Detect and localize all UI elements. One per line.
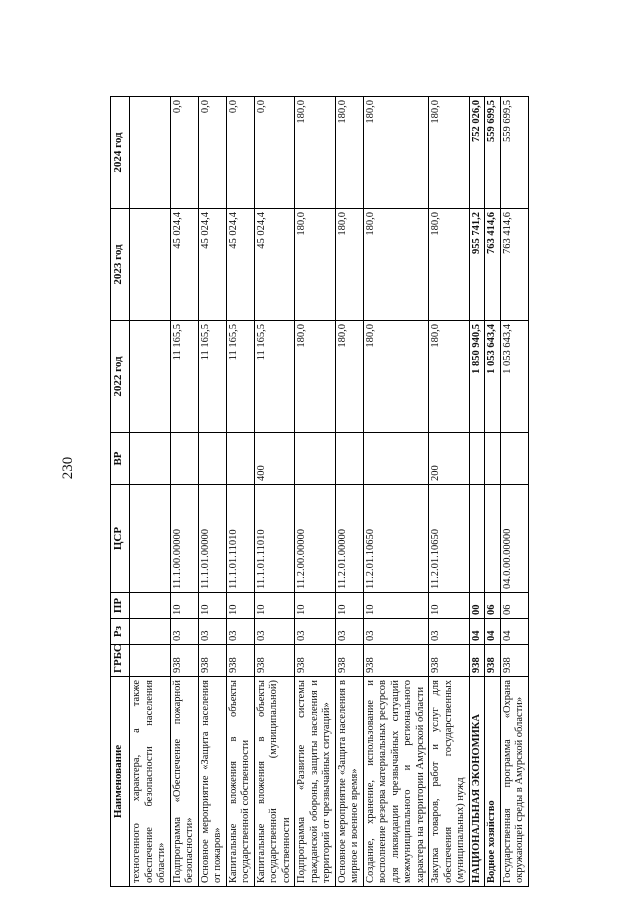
cell-csr bbox=[469, 485, 485, 593]
cell-name: Закупка товаров, работ и услуг для обеспечения государственных (муниципальных) нужд bbox=[429, 677, 470, 887]
cell-2022: 1 053 643,4 bbox=[485, 321, 501, 433]
cell-pr: 10 bbox=[429, 593, 470, 619]
cell-csr: 11.1.01.00000 bbox=[198, 485, 226, 593]
cell-2023: 45 024,4 bbox=[254, 209, 295, 321]
cell-name: Государственная программа «Охрана окружающей среды в Амурской области» bbox=[500, 677, 528, 887]
cell-csr: 11.2.00.00000 bbox=[295, 485, 336, 593]
cell-vr bbox=[130, 433, 171, 485]
cell-pr: 10 bbox=[335, 593, 363, 619]
table-row bbox=[429, 97, 470, 887]
cell-2022: 11 165,5 bbox=[226, 321, 254, 433]
cell-pr: 10 bbox=[226, 593, 254, 619]
cell-csr bbox=[130, 485, 171, 593]
cell-2024: 180,0 bbox=[295, 97, 336, 209]
header-pr: ПР bbox=[111, 593, 130, 619]
cell-name: Водное хозяйство bbox=[485, 677, 501, 887]
cell-rz: 03 bbox=[363, 619, 429, 645]
header-2023: 2023 год bbox=[111, 209, 130, 321]
cell-vr bbox=[226, 433, 254, 485]
cell-2024: 180,0 bbox=[335, 97, 363, 209]
cell-grbs: 938 bbox=[469, 645, 485, 677]
cell-2024: 0,0 bbox=[198, 97, 226, 209]
cell-grbs bbox=[130, 645, 171, 677]
header-grbs: ГРБС bbox=[111, 645, 130, 677]
cell-csr: 11.1.00.00000 bbox=[170, 485, 198, 593]
cell-2024: 0,0 bbox=[226, 97, 254, 209]
cell-rz: 04 bbox=[469, 619, 485, 645]
cell-csr: 11.1.01.11010 bbox=[254, 485, 295, 593]
cell-2022: 11 165,5 bbox=[254, 321, 295, 433]
cell-pr: 10 bbox=[254, 593, 295, 619]
cell-pr: 06 bbox=[485, 593, 501, 619]
cell-vr bbox=[485, 433, 501, 485]
cell-2024: 0,0 bbox=[254, 97, 295, 209]
table-row bbox=[500, 97, 528, 887]
cell-vr: 200 bbox=[429, 433, 470, 485]
cell-name: техногенного характера, а также обеспечение безопасности населения области» bbox=[130, 677, 171, 887]
table-row bbox=[363, 97, 429, 887]
cell-2024: 180,0 bbox=[363, 97, 429, 209]
header-rz: Рз bbox=[111, 619, 130, 645]
cell-pr: 10 bbox=[170, 593, 198, 619]
cell-2024: 559 699,5 bbox=[500, 97, 528, 209]
budget-table-container bbox=[110, 97, 530, 887]
cell-grbs: 938 bbox=[363, 645, 429, 677]
cell-2024: 180,0 bbox=[429, 97, 470, 209]
cell-2024: 0,0 bbox=[170, 97, 198, 209]
cell-csr: 11.1.01.11010 bbox=[226, 485, 254, 593]
cell-2023: 180,0 bbox=[429, 209, 470, 321]
cell-vr: 400 bbox=[254, 433, 295, 485]
cell-2022: 180,0 bbox=[335, 321, 363, 433]
cell-grbs: 938 bbox=[254, 645, 295, 677]
cell-name: Основное мероприятие «Защита населения в мирное и военное время» bbox=[335, 677, 363, 887]
cell-vr bbox=[500, 433, 528, 485]
table-row bbox=[254, 97, 295, 887]
header-2024: 2024 год bbox=[111, 97, 130, 209]
table-row bbox=[335, 97, 363, 887]
cell-2023: 763 414,6 bbox=[485, 209, 501, 321]
table-row bbox=[170, 97, 198, 887]
cell-rz: 04 bbox=[500, 619, 528, 645]
cell-2023: 955 741,2 bbox=[469, 209, 485, 321]
cell-2022: 180,0 bbox=[429, 321, 470, 433]
table-row bbox=[469, 97, 485, 887]
cell-csr bbox=[485, 485, 501, 593]
cell-grbs: 938 bbox=[295, 645, 336, 677]
cell-vr bbox=[335, 433, 363, 485]
header-name: Наименование bbox=[111, 677, 130, 887]
cell-grbs: 938 bbox=[335, 645, 363, 677]
cell-2023: 180,0 bbox=[295, 209, 336, 321]
cell-2022: 180,0 bbox=[295, 321, 336, 433]
budget-table bbox=[110, 96, 529, 887]
table-header-row bbox=[111, 97, 130, 887]
cell-name: Капитальные вложения в объекты государственной собственности bbox=[226, 677, 254, 887]
cell-2023: 763 414,6 bbox=[500, 209, 528, 321]
table-row bbox=[226, 97, 254, 887]
cell-grbs: 938 bbox=[198, 645, 226, 677]
cell-csr: 11.2.01.10650 bbox=[429, 485, 470, 593]
cell-2023: 45 024,4 bbox=[170, 209, 198, 321]
cell-2024: 559 699,5 bbox=[485, 97, 501, 209]
cell-vr bbox=[170, 433, 198, 485]
cell-rz: 04 bbox=[485, 619, 501, 645]
cell-pr bbox=[130, 593, 171, 619]
cell-rz: 03 bbox=[226, 619, 254, 645]
cell-name: Создание, хранение, использование и восполнение резерва материальных ресурсов для ликвидации чрезвычайных ситуаций межмуниципального и регионального характера на территории Амурской области bbox=[363, 677, 429, 887]
cell-grbs: 938 bbox=[500, 645, 528, 677]
cell-2022: 1 053 643,4 bbox=[500, 321, 528, 433]
cell-pr: 10 bbox=[363, 593, 429, 619]
cell-rz: 03 bbox=[254, 619, 295, 645]
cell-2024: 752 026,0 bbox=[469, 97, 485, 209]
cell-2022 bbox=[130, 321, 171, 433]
cell-csr: 11.2.01.10650 bbox=[363, 485, 429, 593]
cell-2022: 11 165,5 bbox=[198, 321, 226, 433]
cell-name: НАЦИОНАЛЬНАЯ ЭКОНОМИКА bbox=[469, 677, 485, 887]
header-2022: 2022 год bbox=[111, 321, 130, 433]
cell-rz: 03 bbox=[198, 619, 226, 645]
cell-grbs: 938 bbox=[485, 645, 501, 677]
cell-csr: 11.2.01.00000 bbox=[335, 485, 363, 593]
cell-2022: 11 165,5 bbox=[170, 321, 198, 433]
cell-vr bbox=[469, 433, 485, 485]
cell-vr bbox=[363, 433, 429, 485]
cell-grbs: 938 bbox=[429, 645, 470, 677]
cell-2022: 1 850 940,5 bbox=[469, 321, 485, 433]
table-row bbox=[198, 97, 226, 887]
cell-pr: 10 bbox=[198, 593, 226, 619]
cell-2023 bbox=[130, 209, 171, 321]
cell-2022: 180,0 bbox=[363, 321, 429, 433]
cell-2023: 180,0 bbox=[363, 209, 429, 321]
cell-csr: 04.0.00.00000 bbox=[500, 485, 528, 593]
cell-2023: 45 024,4 bbox=[226, 209, 254, 321]
cell-rz: 03 bbox=[335, 619, 363, 645]
cell-2023: 180,0 bbox=[335, 209, 363, 321]
cell-pr: 00 bbox=[469, 593, 485, 619]
cell-rz: 03 bbox=[295, 619, 336, 645]
cell-name: Подпрограмма «Развитие системы гражданской обороны, защиты населения и территорий от чрезвычайных ситуаций» bbox=[295, 677, 336, 887]
cell-grbs: 938 bbox=[226, 645, 254, 677]
cell-name: Капитальные вложения в объекты государственной (муниципальной) собственности bbox=[254, 677, 295, 887]
cell-rz: 03 bbox=[170, 619, 198, 645]
page-number: 230 bbox=[60, 456, 76, 480]
cell-grbs: 938 bbox=[170, 645, 198, 677]
cell-name: Основное мероприятие «Защита населения от пожаров» bbox=[198, 677, 226, 887]
cell-2024 bbox=[130, 97, 171, 209]
table-row bbox=[295, 97, 336, 887]
cell-vr bbox=[295, 433, 336, 485]
cell-rz bbox=[130, 619, 171, 645]
table-row bbox=[130, 97, 171, 887]
cell-pr: 06 bbox=[500, 593, 528, 619]
cell-rz: 03 bbox=[429, 619, 470, 645]
cell-pr: 10 bbox=[295, 593, 336, 619]
header-vr: ВР bbox=[111, 433, 130, 485]
table-row bbox=[485, 97, 501, 887]
cell-vr bbox=[198, 433, 226, 485]
cell-name: Подпрограмма «Обеспечение пожарной безопасности» bbox=[170, 677, 198, 887]
cell-2023: 45 024,4 bbox=[198, 209, 226, 321]
header-csr: ЦСР bbox=[111, 485, 130, 593]
